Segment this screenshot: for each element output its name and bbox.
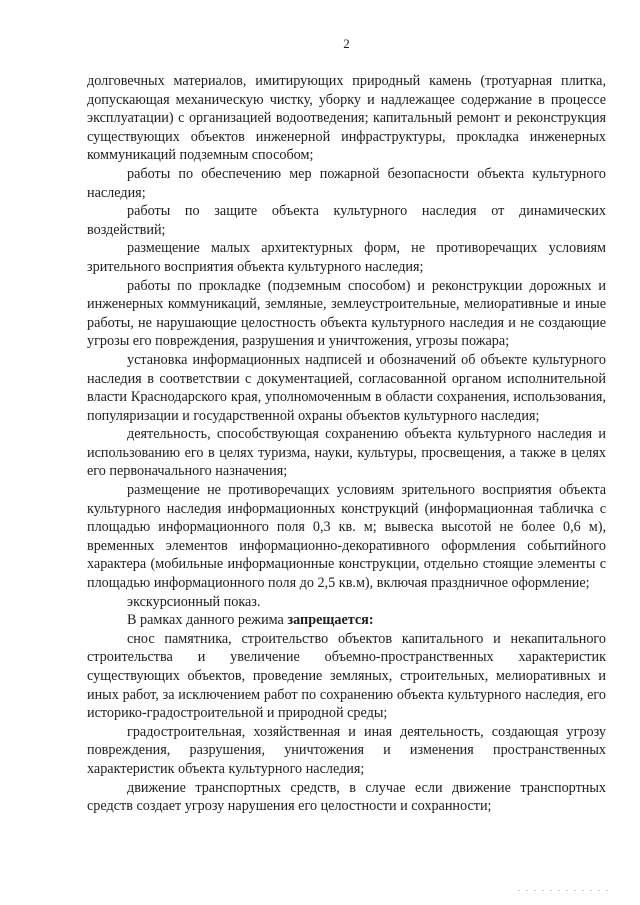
paragraph-7: деятельность, способствующая сохранению объекта культурного наследия и использованию его в целях туризма, науки, культуры, просвещения, а также в целях его первоначального назначения; (87, 426, 606, 480)
paragraph-1: долговечных материалов, имитирующих природный камень (тротуарная плитка, допускающая механическую чистку, уборку и надлежащее содержание в процессе эксплуатации) с организацией водоотведения; капитальный ремонт и реконструкция существующих объектов инженерной инфраструктуры, прокладка инженерных коммуникаций подземным способом; (87, 73, 606, 164)
prohibited-heading: запрещается: (287, 612, 374, 629)
paragraph-9: экскурсионный показ. (127, 593, 261, 610)
paragraph-2: работы по обеспечению мер пожарной безопасности объекта культурного наследия; (87, 165, 606, 201)
paragraph-5: работы по прокладке (подземным способом) и реконструкции дорожных и инженерных коммуникаций, земляные, землеустроительные, мелиоративные и иные работы, не нарушающие целостность объекта культурного наследия и не создающие угрозы его повреждения, разрушения и уничтожения, угрозы пожара; (87, 277, 606, 350)
paragraph-10 (87, 611, 606, 630)
paragraph-6: установка информационных надписей и обозначений об объекте культурного наследия в соответствии с документацией, согласованной органом исполнительной власти Краснодарского края, уполномоченным в области сохранения, использования, популяризации и государственной охраны объектов культурного наследия; (87, 351, 606, 424)
paragraph-3: работы по защите объекта культурного наследия от динамических воздействий; (87, 203, 606, 238)
paragraph-8: размещение не противоречащих условиям зрительного восприятия объекта культурного наследия информационных конструкций (информационная табличка с площадью информационного поля 0,3 кв. м; вывеска высотой не более 0,6 м), временных элементов информационно-декоративного оформления событийного характера (мобильные информационные конструкции, отдельно стоящие элементы с площадью информационного поля до 2,5 кв.м), включая праздничное оформление; (87, 482, 606, 592)
paragraph-13: движение транспортных средств, в случае если движение транспортных средств создает угрозу нарушения его целостности и сохранности; (87, 779, 606, 815)
paragraph-10-prefix: В рамках данного режима (127, 612, 288, 629)
paragraph-12: градостроительная, хозяйственная и иная деятельность, создающая угрозу повреждения, разрушения, уничтожения и изменения пространственных характеристик объекта культурного наследия; (87, 723, 606, 777)
page-number: 2 (343, 36, 350, 51)
scan-artifact: . . . . . . . . . . . . (518, 884, 610, 893)
paragraph-4: размещение малых архитектурных форм, не противоречащих условиям зрительного восприятия объекта культурного наследия; (87, 240, 606, 275)
paragraph-11: снос памятника, строительство объектов капитального и некапитального строительства и увеличение объемно-пространственных характеристик существующих объектов, проведение земляных, строительных, мелиоративных и иных работ, за исключением работ по сохранению объекта культурного наследия, его историко-градостроительной и природной среды; (87, 630, 606, 722)
